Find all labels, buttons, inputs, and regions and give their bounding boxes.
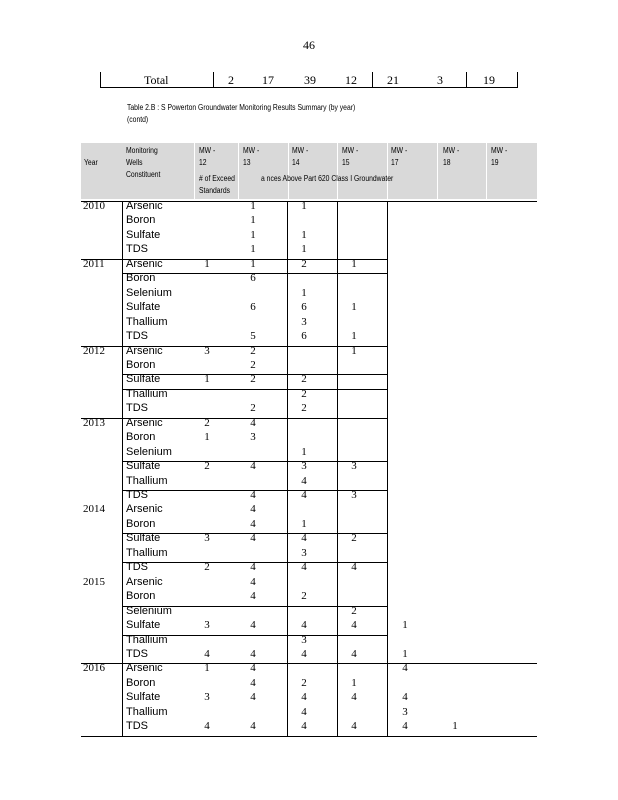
exceedance-value: 2 — [301, 402, 307, 415]
exceedance-value: 4 — [301, 647, 307, 660]
exceedance-value: 4 — [351, 619, 357, 632]
exceedance-value: 1 — [250, 228, 256, 241]
constituent-cell: Thallium — [126, 705, 168, 718]
header-well-number: 14 — [292, 158, 300, 167]
header-constituent: Constituent — [126, 170, 161, 179]
exceedance-value: 2 — [204, 416, 210, 429]
exceedance-value: 1 — [204, 431, 210, 444]
exceedance-value: 4 — [250, 561, 256, 574]
constituent-cell: Arsenic — [126, 344, 163, 357]
exceedance-value: 4 — [301, 619, 307, 632]
exceedance-value: 1 — [402, 619, 408, 632]
constituent-cell: Boron — [126, 214, 156, 227]
exceedance-value: 4 — [250, 532, 256, 545]
exceedance-value: 4 — [250, 590, 256, 603]
exceedance-value: 4 — [351, 720, 357, 733]
exceedance-value: 1 — [351, 676, 357, 689]
constituent-cell: Sulfate — [126, 228, 161, 241]
year-cell: 2010 — [83, 200, 105, 212]
exceedance-value: 4 — [204, 647, 210, 660]
exceedance-value: 2 — [204, 561, 210, 574]
exceedance-value: 3 — [301, 546, 307, 559]
constituent-cell: Arsenic — [126, 200, 163, 212]
exceedance-value: 2 — [351, 532, 357, 545]
exceedance-value: 4 — [301, 691, 307, 704]
exceedance-value: 4 — [402, 691, 408, 704]
exceedance-value: 1 — [351, 257, 357, 270]
constituent-cell: Arsenic — [126, 503, 163, 516]
constituent-cell: Selenium — [126, 286, 172, 299]
header-well-label: MW - — [199, 146, 216, 155]
exceedance-value: 6 — [250, 301, 256, 314]
constituent-cell: TDS — [126, 330, 148, 343]
total-value: 2 — [228, 73, 234, 87]
exceedance-value: 6 — [250, 272, 256, 285]
exceedance-value: 4 — [301, 720, 307, 733]
exceedance-value: 1 — [351, 301, 357, 314]
exceedance-value: 4 — [351, 561, 357, 574]
exceedance-value: 4 — [250, 517, 256, 530]
page-number: 46 — [303, 38, 315, 52]
exceedance-value: 1 — [250, 243, 256, 256]
year-cell: 2013 — [83, 416, 105, 429]
total-row — [100, 72, 518, 88]
exceedance-value: 4 — [301, 489, 307, 501]
exceedance-value: 3 — [351, 489, 357, 501]
constituent-cell: Boron — [126, 431, 156, 444]
exceedance-value: 1 — [250, 257, 256, 270]
exceedance-value: 3 — [301, 315, 307, 328]
constituent-cell: TDS — [126, 402, 148, 415]
header-well-number: 19 — [491, 158, 499, 167]
header-standards: Standards — [199, 186, 230, 195]
caption-line-1: Table 2.B : S Powerton Groundwater Monitoring Results Summary (by year) — [127, 103, 356, 112]
exceedance-value: 4 — [250, 720, 256, 733]
total-value: 19 — [483, 73, 495, 87]
column-divider — [122, 201, 123, 736]
exceedance-value: 4 — [250, 489, 256, 501]
exceedance-value: 2 — [351, 604, 357, 617]
constituent-cell: Thallium — [126, 633, 168, 646]
year-cell: 2011 — [83, 257, 105, 270]
header-well-label: MW - — [243, 146, 260, 155]
exceedance-value: 1 — [351, 344, 357, 357]
exceedance-value: 1 — [250, 214, 256, 227]
constituent-cell: Arsenic — [126, 257, 163, 270]
exceedance-value: 1 — [301, 517, 307, 530]
exceedance-value: 3 — [250, 431, 256, 444]
exceedance-value: 3 — [351, 460, 357, 473]
exceedance-value: 4 — [250, 619, 256, 632]
exceedance-value: 4 — [301, 705, 307, 718]
exceedance-value: 4 — [301, 561, 307, 574]
exceedance-value: 2 — [301, 373, 307, 386]
exceedance-value: 4 — [250, 647, 256, 660]
exceedance-value: 4 — [250, 691, 256, 704]
constituent-cell: Boron — [126, 517, 156, 530]
constituent-cell: Arsenic — [126, 575, 163, 588]
exceedance-value: 6 — [301, 330, 307, 343]
exceedance-value: 4 — [402, 720, 408, 733]
exceedance-value: 1 — [301, 243, 307, 256]
column-divider — [337, 201, 338, 736]
constituent-cell: Sulfate — [126, 460, 161, 473]
constituent-cell: Thallium — [126, 546, 168, 559]
exceedance-value: 1 — [402, 647, 408, 660]
table-header — [81, 143, 537, 199]
exceedance-value: 3 — [301, 460, 307, 473]
exceedance-value: 4 — [250, 575, 256, 588]
exceedance-value: 1 — [204, 257, 210, 270]
header-well-number: 17 — [391, 158, 399, 167]
constituent-cell: Boron — [126, 676, 156, 689]
exceedance-value: 3 — [204, 619, 210, 632]
table-caption — [127, 102, 355, 126]
constituent-cell: TDS — [126, 720, 148, 733]
exceedance-value: 4 — [250, 503, 256, 516]
exceedance-value: 2 — [250, 402, 256, 415]
total-value: 17 — [262, 73, 274, 87]
exceedance-value: 4 — [250, 676, 256, 689]
header-well-number: 12 — [199, 158, 207, 167]
year-cell: 2016 — [83, 662, 105, 675]
constituent-cell: Boron — [126, 590, 156, 603]
constituent-cell: Boron — [126, 272, 156, 285]
header-well-label: MW - — [443, 146, 460, 155]
exceedance-value: 2 — [301, 387, 307, 400]
header-well-label: MW - — [342, 146, 359, 155]
exceedance-value: 4 — [301, 474, 307, 487]
exceedance-value: 5 — [250, 330, 256, 343]
constituent-cell: Sulfate — [126, 373, 161, 386]
exceedance-value: 1 — [452, 720, 458, 733]
year-cell: 2015 — [83, 575, 105, 588]
exceedance-value: 4 — [250, 662, 256, 675]
exceedance-value: 4 — [250, 460, 256, 473]
constituent-cell: Thallium — [126, 387, 168, 400]
header-well-number: 15 — [342, 158, 350, 167]
exceedance-value: 3 — [204, 691, 210, 704]
constituent-cell: TDS — [126, 489, 148, 501]
constituent-cell: Selenium — [126, 604, 172, 617]
column-divider — [387, 201, 388, 736]
row-divider — [81, 736, 537, 737]
constituent-cell: TDS — [126, 561, 148, 574]
column-divider — [287, 201, 288, 736]
exceedance-value: 2 — [204, 460, 210, 473]
constituent-cell: Sulfate — [126, 691, 161, 704]
exceedance-value: 2 — [301, 590, 307, 603]
exceedance-value: 1 — [250, 200, 256, 212]
header-year: Year — [84, 158, 98, 167]
exceedance-value: 3 — [402, 705, 408, 718]
exceedance-value: 2 — [301, 257, 307, 270]
exceedance-value: 1 — [351, 330, 357, 343]
exceedance-value: 3 — [301, 633, 307, 646]
exceedance-value: 4 — [351, 691, 357, 704]
header-well-label: MW - — [491, 146, 508, 155]
exceedance-value: 1 — [301, 228, 307, 241]
exceedance-value: 1 — [204, 662, 210, 675]
exceedance-value: 3 — [204, 344, 210, 357]
constituent-cell: TDS — [126, 647, 148, 660]
exceedance-value: 4 — [402, 662, 408, 675]
exceedance-value: 4 — [250, 416, 256, 429]
constituent-cell: Sulfate — [126, 619, 161, 632]
exceedance-value: 1 — [204, 373, 210, 386]
exceedance-value: 2 — [250, 344, 256, 357]
exceedance-value: 3 — [204, 532, 210, 545]
header-wells: Wells — [126, 158, 143, 167]
constituent-cell: Sulfate — [126, 301, 161, 314]
year-cell: 2012 — [83, 344, 105, 357]
caption-line-2: (contd) — [127, 115, 149, 124]
total-value: 21 — [387, 73, 399, 87]
constituent-cell: Thallium — [126, 315, 168, 328]
total-value: 3 — [437, 73, 443, 87]
year-cell: 2014 — [83, 503, 105, 516]
total-value: 12 — [345, 73, 357, 87]
exceedance-value: 6 — [301, 301, 307, 314]
constituent-cell: Selenium — [126, 445, 172, 458]
header-exceedances-cont: a nces Above Part 620 Class I Groundwater — [261, 174, 394, 183]
header-well-label: MW - — [391, 146, 408, 155]
header-monitoring: Monitoring — [126, 146, 158, 155]
constituent-cell: Sulfate — [126, 532, 161, 545]
exceedance-value: 1 — [301, 445, 307, 458]
exceedance-value: 1 — [301, 286, 307, 299]
constituent-cell: Arsenic — [126, 416, 163, 429]
total-value: 39 — [304, 73, 316, 87]
constituent-cell: Boron — [126, 358, 156, 371]
exceedance-value: 1 — [301, 200, 307, 212]
constituent-cell: Arsenic — [126, 662, 163, 675]
exceedance-value: 4 — [351, 647, 357, 660]
exceedance-value: 2 — [250, 358, 256, 371]
header-well-number: 13 — [243, 158, 251, 167]
constituent-cell: TDS — [126, 243, 148, 256]
exceedance-value: 4 — [301, 532, 307, 545]
header-well-number: 18 — [443, 158, 451, 167]
header-well-label: MW - — [292, 146, 309, 155]
constituent-cell: Thallium — [126, 474, 168, 487]
exceedance-value: 2 — [301, 676, 307, 689]
exceedance-value: 2 — [250, 373, 256, 386]
header-exceedances: # of Exceed — [199, 174, 235, 183]
exceedance-value: 4 — [204, 720, 210, 733]
total-label: Total — [144, 73, 169, 87]
